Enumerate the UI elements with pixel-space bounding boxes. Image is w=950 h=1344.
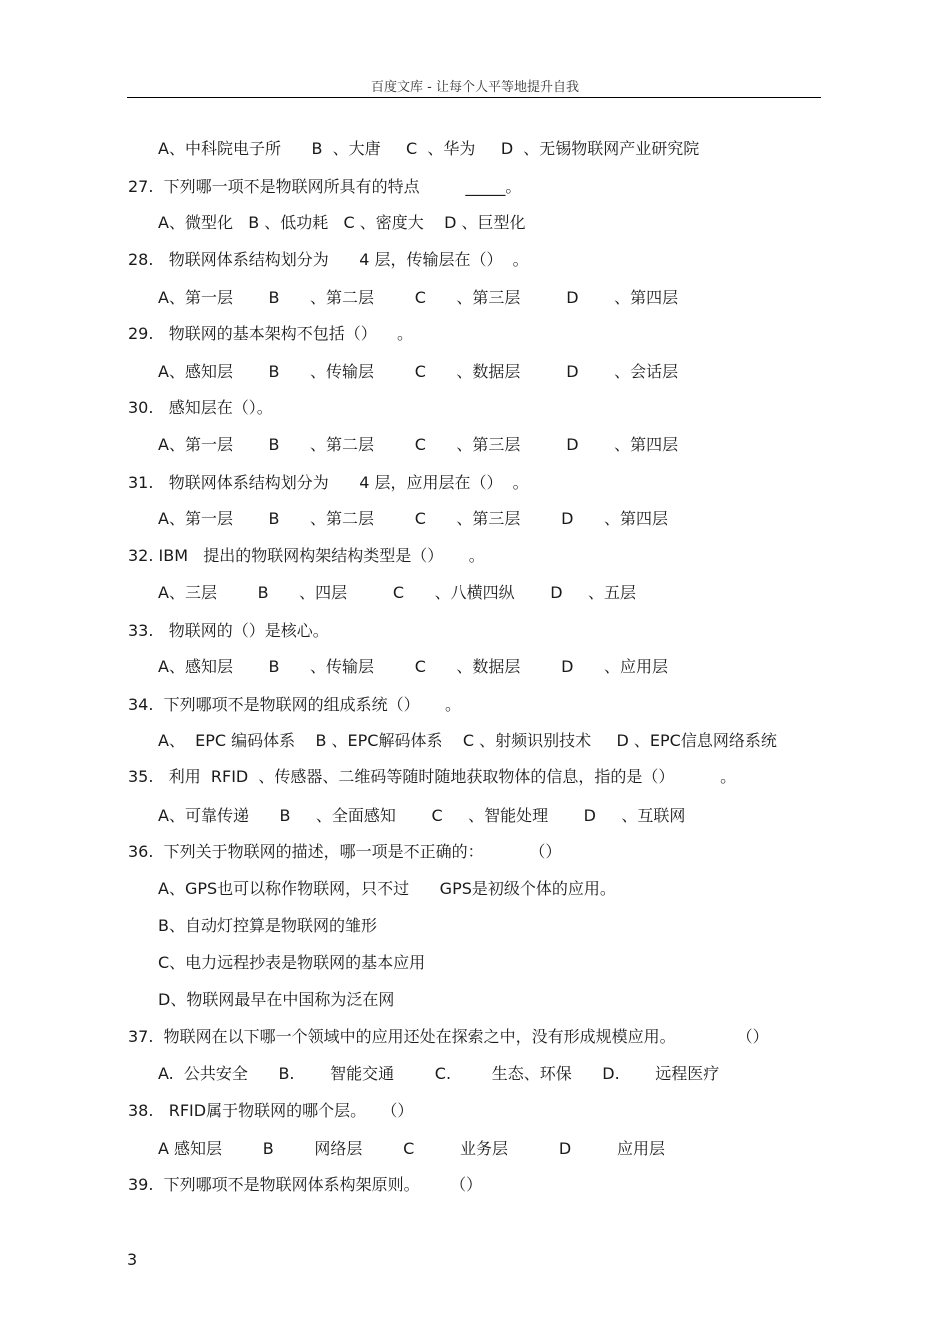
option-line: B、自动灯控算是物联网的雏形	[158, 916, 377, 935]
option-line: A、微型化 B 、低功耗 C 、密度大 D 、巨型化	[158, 213, 526, 232]
option-line: A 感知层 B 网络层 C 业务层 D 应用层	[158, 1139, 665, 1158]
question-39: 39. 下列哪项不是物联网体系构架原则。 （）	[128, 1175, 483, 1194]
question-38: 38. RFID属于物联网的哪个层。 （）	[128, 1101, 414, 1120]
page-header: 百度文库 - 让每个人平等地提升自我	[371, 80, 579, 95]
option-line: A、GPS也可以称作物联网，只不过 GPS是初级个体的应用。	[158, 879, 616, 898]
question-35: 35. 利用 RFID 、传感器、二维码等随时随地获取物体的信息，指的是（） 。	[128, 767, 737, 786]
option-line: A、感知层 B 、传输层 C 、数据层 D 、会话层	[158, 362, 679, 381]
option-line: D、物联网最早在中国称为泛在网	[158, 990, 395, 1009]
option-line: A、感知层 B 、传输层 C 、数据层 D 、应用层	[158, 657, 668, 676]
question-34: 34. 下列哪项不是物联网的组成系统（） 。	[128, 695, 462, 714]
question-32: 32. IBM 提出的物联网构架结构类型是（） 。	[128, 546, 485, 565]
option-line: A、三层 B 、四层 C 、八横四纵 D 、五层	[158, 583, 636, 602]
question-28: 28. 物联网体系结构划分为 4 层，传输层在（） 。	[128, 250, 529, 269]
question-29: 29. 物联网的基本架构不包括（） 。	[128, 324, 414, 343]
option-line: A、第一层 B 、第二层 C 、第三层 D 、第四层	[158, 509, 668, 528]
option-line: A、可靠传递 B 、全面感知 C 、智能处理 D 、互联网	[158, 806, 686, 825]
question-33: 33. 物联网的（）是核心。	[128, 621, 329, 640]
question-31: 31. 物联网体系结构划分为 4 层，应用层在（） 。	[128, 473, 529, 492]
option-line: A、中科院电子所 B 、大唐 C 、华为 D 、无锡物联网产业研究院	[158, 139, 700, 158]
option-line: A、第一层 B 、第二层 C 、第三层 D 、第四层	[158, 288, 679, 307]
option-line: A、第一层 B 、第二层 C 、第三层 D 、第四层	[158, 435, 679, 454]
question-30: 30. 感知层在（）。	[128, 398, 273, 417]
page-number: 3	[127, 1250, 138, 1269]
option-line: C、电力远程抄表是物联网的基本应用	[158, 953, 426, 972]
option-line: A. 公共安全 B. 智能交通 C. 生态、环保 D. 远程医疗	[158, 1064, 720, 1083]
option-line: A、 EPC 编码体系 B 、EPC解码体系 C 、射频识别技术 D 、EPC信息网络系统	[158, 731, 777, 750]
question-36: 36. 下列关于物联网的描述，哪一项是不正确的： （）	[128, 842, 562, 861]
question-27: 27. 下列哪一项不是物联网所具有的特点 _____。	[128, 177, 522, 196]
header-rule	[127, 97, 821, 98]
question-37: 37. 物联网在以下哪一个领域中的应用还处在探索之中，没有形成规模应用。 （）	[128, 1027, 769, 1046]
